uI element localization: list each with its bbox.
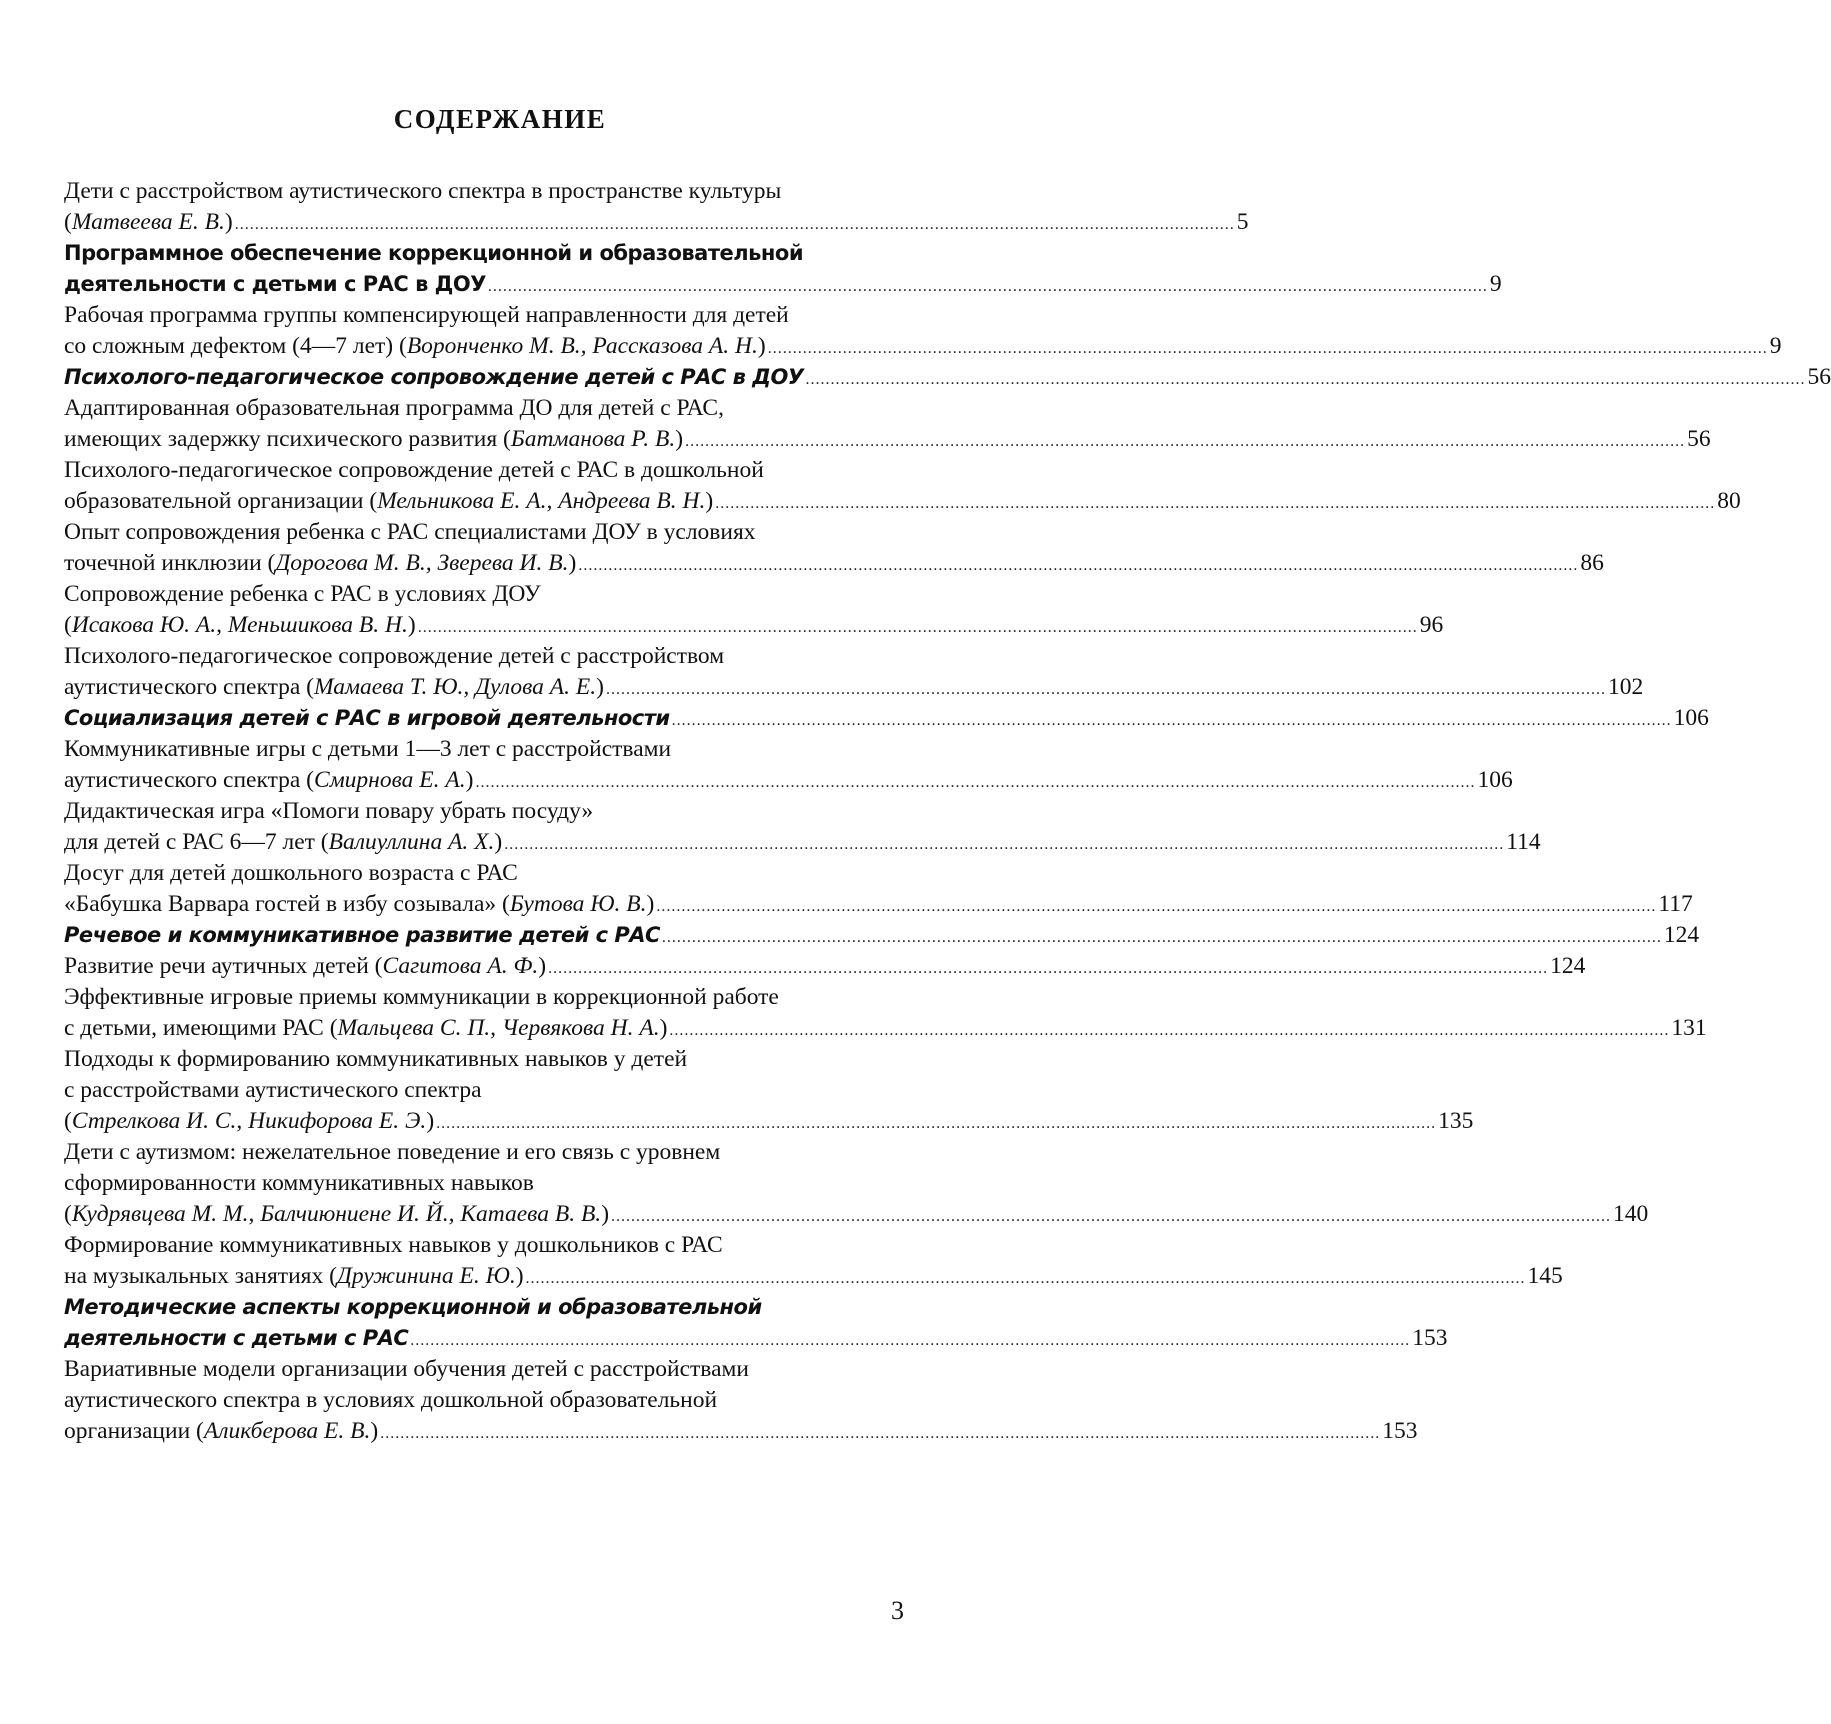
toc-entry-text: точечной инклюзии (Дорогова М. В., Зверева И. В.)	[64, 550, 577, 576]
toc-entry-text: Психолого-педагогическое сопровождение детей с РАС в дошкольной	[64, 457, 764, 483]
toc-entry-authors: Дружинина Е. Ю.	[336, 1263, 516, 1289]
toc-entry-last-line	[64, 889, 1693, 920]
toc-entry-text: Опыт сопровождения ребенка с РАС специалистами ДОУ в условиях	[64, 519, 756, 545]
toc-entry-text: на музыкальных занятиях (Дружинина Е. Ю.)	[64, 1263, 524, 1289]
toc-entry-text: аутистического спектра (Мамаева Т. Ю., Дулова А. Е.)	[64, 674, 604, 700]
toc-entry-line	[64, 238, 959, 269]
toc-entry-last-line	[64, 331, 1782, 362]
toc-entry	[64, 176, 1249, 238]
toc-entry-text: аутистического спектра (Смирнова Е. А.)	[64, 767, 474, 793]
toc-entry-text: со сложным дефектом (4—7 лет) (Воронченко М. В., Рассказова А. Н.)	[64, 333, 766, 359]
toc-entry-last-line	[64, 672, 1644, 703]
toc-entry-line	[64, 1137, 959, 1168]
toc-entry-line	[64, 1230, 959, 1261]
toc-entry-text: имеющих задержку психического развития (Батманова Р. В.)	[64, 426, 684, 452]
toc-entry-line	[64, 858, 959, 889]
toc-page-number: 153	[1412, 1325, 1448, 1351]
toc-entry-text: Программное обеспечение коррекционной и образовательной	[64, 241, 804, 265]
dot-leader: ........................................................................................................................................................................................................	[578, 557, 1579, 574]
toc-section-heading	[64, 703, 1709, 734]
toc-entry-authors: Матвеева Е. В.	[71, 209, 225, 235]
toc-entry	[64, 858, 1693, 920]
toc-entry-text: Формирование коммуникативных навыков у дошкольников с РАС	[64, 1232, 723, 1258]
toc-entry-line	[64, 579, 959, 610]
toc-entry-text: (Стрелкова И. С., Никифорова Е. Э.)	[64, 1108, 435, 1134]
dot-leader: ........................................................................................................................................................................................................	[436, 1115, 1437, 1132]
toc-entry-text: организации (Аликберова Е. В.)	[64, 1418, 379, 1444]
toc-page-number: 140	[1613, 1201, 1649, 1227]
toc-entry-last-line	[64, 1199, 1649, 1230]
toc-entry-line	[64, 455, 959, 486]
toc-entry-authors: Сагитова А. Ф.	[382, 953, 539, 979]
dot-leader: ........................................................................................................................................................................................................	[525, 1270, 1526, 1287]
toc-entry-last-line	[64, 269, 1502, 300]
toc-page-number: 106	[1477, 767, 1513, 793]
toc-entry-text: Речевое и коммуникативное развитие детей с РАС	[64, 923, 660, 947]
dot-leader: ........................................................................................................................................................................................................	[805, 371, 1806, 388]
toc-entry-text: (Исакова Ю. А., Меньшикова В. Н.)	[64, 612, 416, 638]
toc-entry-text: Дидактическая игра «Помоги повару убрать посуду»	[64, 798, 594, 824]
toc-entry-line	[64, 796, 959, 827]
toc-entry-text: образовательной организации (Мельникова Е. А., Андреева В. Н.)	[64, 488, 714, 514]
toc-entry-text: (Матвеева Е. В.)	[64, 209, 233, 235]
toc-entry-text: с расстройствами аутистического спектра	[64, 1077, 482, 1103]
toc-entry-authors: Воронченко М. В., Рассказова А. Н.	[406, 333, 758, 359]
dot-leader: ........................................................................................................................................................................................................	[380, 1425, 1381, 1442]
toc-entry-authors: Дорогова М. В., Зверева И. В.	[275, 550, 569, 576]
dot-leader: ........................................................................................................................................................................................................	[234, 216, 1235, 233]
toc-page-number: 9	[1489, 271, 1502, 297]
dot-leader: ........................................................................................................................................................................................................	[656, 898, 1657, 915]
toc-entry-last-line	[64, 610, 1444, 641]
toc-entry	[64, 641, 1644, 703]
toc-entry-text: Дети с расстройством аутистического спектра в пространстве культуры	[64, 178, 782, 204]
toc-page-number: 124	[1550, 953, 1586, 979]
toc-entry-last-line	[64, 207, 1249, 238]
toc-page-number: 131	[1671, 1015, 1707, 1041]
toc-page-number: 96	[1419, 612, 1444, 638]
toc-entry	[64, 1044, 1474, 1137]
toc-entry	[64, 300, 1782, 362]
toc-page-number: 80	[1717, 488, 1741, 514]
dot-leader: ........................................................................................................................................................................................................	[611, 1208, 1612, 1225]
toc-page-number: 124	[1663, 922, 1700, 948]
toc-entry-authors: Валиуллина А. Х.	[328, 829, 495, 855]
toc-page-number: 106	[1673, 705, 1709, 731]
toc-entry-line	[64, 517, 959, 548]
toc-entry-last-line	[64, 827, 1541, 858]
toc-entry-last-line	[64, 1416, 1418, 1447]
toc-page-number: 56	[1687, 426, 1711, 452]
dot-leader: ........................................................................................................................................................................................................	[685, 433, 1686, 450]
toc-entry-authors: Мамаева Т. Ю., Дулова А. Е.	[314, 674, 597, 700]
toc-entry-text: Вариативные модели организации обучения детей с расстройствами	[64, 1356, 749, 1382]
toc-entry-line	[64, 176, 959, 207]
toc-entry	[64, 455, 1741, 517]
toc-entry-last-line	[64, 920, 1700, 951]
dot-leader: ........................................................................................................................................................................................................	[715, 495, 1716, 512]
toc-entry-text: Методические аспекты коррекционной и образовательной	[64, 1295, 762, 1319]
toc-entry-text: с детьми, имеющими РАС (Мальцева С. П., Червякова Н. А.)	[64, 1015, 668, 1041]
toc-entry-line	[64, 734, 959, 765]
toc-entry-text: Психолого-педагогическое сопровождение детей с РАС в ДОУ	[64, 365, 804, 389]
toc-entry-text: для детей с РАС 6—7 лет (Валиуллина А. Х.)	[64, 829, 503, 855]
toc-entry-line	[64, 393, 959, 424]
table-of-contents	[64, 176, 1831, 1447]
dot-leader: ........................................................................................................................................................................................................	[767, 340, 1768, 357]
toc-entry-last-line	[64, 1261, 1563, 1292]
toc-entry-text: деятельности с детьми с РАС	[64, 1326, 409, 1350]
dot-leader: ........................................................................................................................................................................................................	[661, 929, 1662, 946]
toc-entry	[64, 982, 1707, 1044]
toc-entry-text: Социализация детей с РАС в игровой деятельности	[64, 706, 670, 730]
toc-entry-text: Развитие речи аутичных детей (Сагитова А. Ф.)	[64, 953, 547, 979]
toc-entry	[64, 1354, 1418, 1447]
toc-section-heading	[64, 920, 1700, 951]
toc-entry-last-line	[64, 1013, 1707, 1044]
toc-entry-authors: Мельникова Е. А., Андреева В. Н.	[377, 488, 706, 514]
dot-leader: ........................................................................................................................................................................................................	[410, 1332, 1411, 1349]
toc-entry	[64, 1230, 1563, 1292]
dot-leader: ........................................................................................................................................................................................................	[504, 836, 1505, 853]
toc-entry	[64, 579, 1444, 641]
toc-entry-line	[64, 1168, 959, 1199]
toc-entry-text: Коммуникативные игры с детьми 1—3 лет с расстройствами	[64, 736, 672, 762]
toc-entry-authors: Аликберова Е. В.	[203, 1418, 371, 1444]
toc-entry-text: аутистического спектра в условиях дошкольной образовательной	[64, 1387, 718, 1413]
toc-entry-text: Дети с аутизмом: нежелательное поведение и его связь с уровнем	[64, 1139, 721, 1165]
toc-entry	[64, 951, 1586, 982]
toc-entry-authors: Мальцева С. П., Червякова Н. А.	[337, 1015, 660, 1041]
toc-entry-last-line	[64, 362, 1831, 393]
toc-entry-text: Рабочая программа группы компенсирующей направленности для детей	[64, 302, 789, 328]
page-number: 3	[891, 1596, 904, 1625]
toc-page-number: 5	[1236, 209, 1249, 235]
toc-page-number: 114	[1506, 829, 1541, 855]
toc-entry-line	[64, 1292, 959, 1323]
toc-page-number: 86	[1580, 550, 1604, 576]
toc-page-number: 56	[1807, 364, 1831, 390]
toc-section-heading	[64, 238, 1502, 300]
toc-entry-line	[64, 1044, 959, 1075]
toc-entry-text: деятельности с детьми с РАС в ДОУ	[64, 272, 486, 296]
toc-entry-text: Подходы к формированию коммуникативных навыков у детей	[64, 1046, 688, 1072]
toc-page-number: 145	[1527, 1263, 1563, 1289]
toc-entry-last-line	[64, 951, 1586, 982]
toc-entry-text: сформированности коммуникативных навыков	[64, 1170, 534, 1196]
toc-section-heading	[64, 362, 1831, 393]
toc-entry-text: Адаптированная образовательная программа ДО для детей с РАС,	[64, 395, 724, 421]
toc-entry-text: (Кудрявцева М. М., Балчиюниене И. Й., Катаева В. В.)	[64, 1201, 610, 1227]
toc-entry-last-line	[64, 1323, 1448, 1354]
toc-entry	[64, 517, 1604, 579]
dot-leader: ........................................................................................................................................................................................................	[487, 278, 1488, 295]
toc-entry-authors: Кудрявцева М. М., Балчиюниене И. Й., Катаева В. В.	[71, 1201, 602, 1227]
toc-page-number: 135	[1438, 1108, 1474, 1134]
toc-section-heading	[64, 1292, 1448, 1354]
toc-entry-line	[64, 982, 959, 1013]
toc-entry-text: Психолого-педагогическое сопровождение детей с расстройством	[64, 643, 725, 669]
toc-entry-text: Сопровождение ребенка с РАС в условиях ДОУ	[64, 581, 541, 607]
toc-entry-last-line	[64, 548, 1604, 579]
toc-entry-line	[64, 641, 959, 672]
toc-entry-line	[64, 300, 959, 331]
toc-page-number: 102	[1607, 674, 1644, 700]
toc-entry-last-line	[64, 1106, 1474, 1137]
page-title: СОДЕРЖАНИЕ	[393, 104, 607, 134]
toc-entry-authors: Бутова Ю. В.	[509, 891, 647, 917]
toc-entry-last-line	[64, 486, 1741, 517]
dot-leader: ........................................................................................................................................................................................................	[671, 712, 1672, 729]
toc-entry	[64, 393, 1711, 455]
toc-entry-authors: Батманова Р. В.	[510, 426, 676, 452]
toc-entry-line	[64, 1354, 959, 1385]
toc-entry-text: Эффективные игровые приемы коммуникации в коррекционной работе	[64, 984, 779, 1010]
toc-entry-last-line	[64, 703, 1709, 734]
toc-entry-line	[64, 1385, 959, 1416]
dot-leader: ........................................................................................................................................................................................................	[417, 619, 1418, 636]
toc-entry-authors: Стрелкова И. С., Никифорова Е. Э.	[71, 1108, 427, 1134]
dot-leader: ........................................................................................................................................................................................................	[548, 960, 1549, 977]
toc-entry-line	[64, 1075, 959, 1106]
toc-page-number: 9	[1769, 333, 1782, 359]
toc-entry-last-line	[64, 765, 1513, 796]
toc-entry	[64, 796, 1541, 858]
toc-entry-last-line	[64, 424, 1711, 455]
toc-entry-authors: Смирнова Е. А.	[314, 767, 466, 793]
toc-entry-text: Досуг для детей дошкольного возраста с РАС	[64, 860, 518, 886]
toc-page-number: 117	[1658, 891, 1693, 917]
toc-page-number: 153	[1382, 1418, 1418, 1444]
dot-leader: ........................................................................................................................................................................................................	[669, 1022, 1670, 1039]
dot-leader: ........................................................................................................................................................................................................	[605, 681, 1606, 698]
toc-entry-text: «Бабушка Варвара гостей в избу созывала» (Бутова Ю. В.)	[64, 891, 655, 917]
toc-entry	[64, 1137, 1649, 1230]
toc-entry-authors: Исакова Ю. А., Меньшикова В. Н.	[71, 612, 408, 638]
dot-leader: ........................................................................................................................................................................................................	[475, 774, 1476, 791]
toc-entry	[64, 734, 1513, 796]
